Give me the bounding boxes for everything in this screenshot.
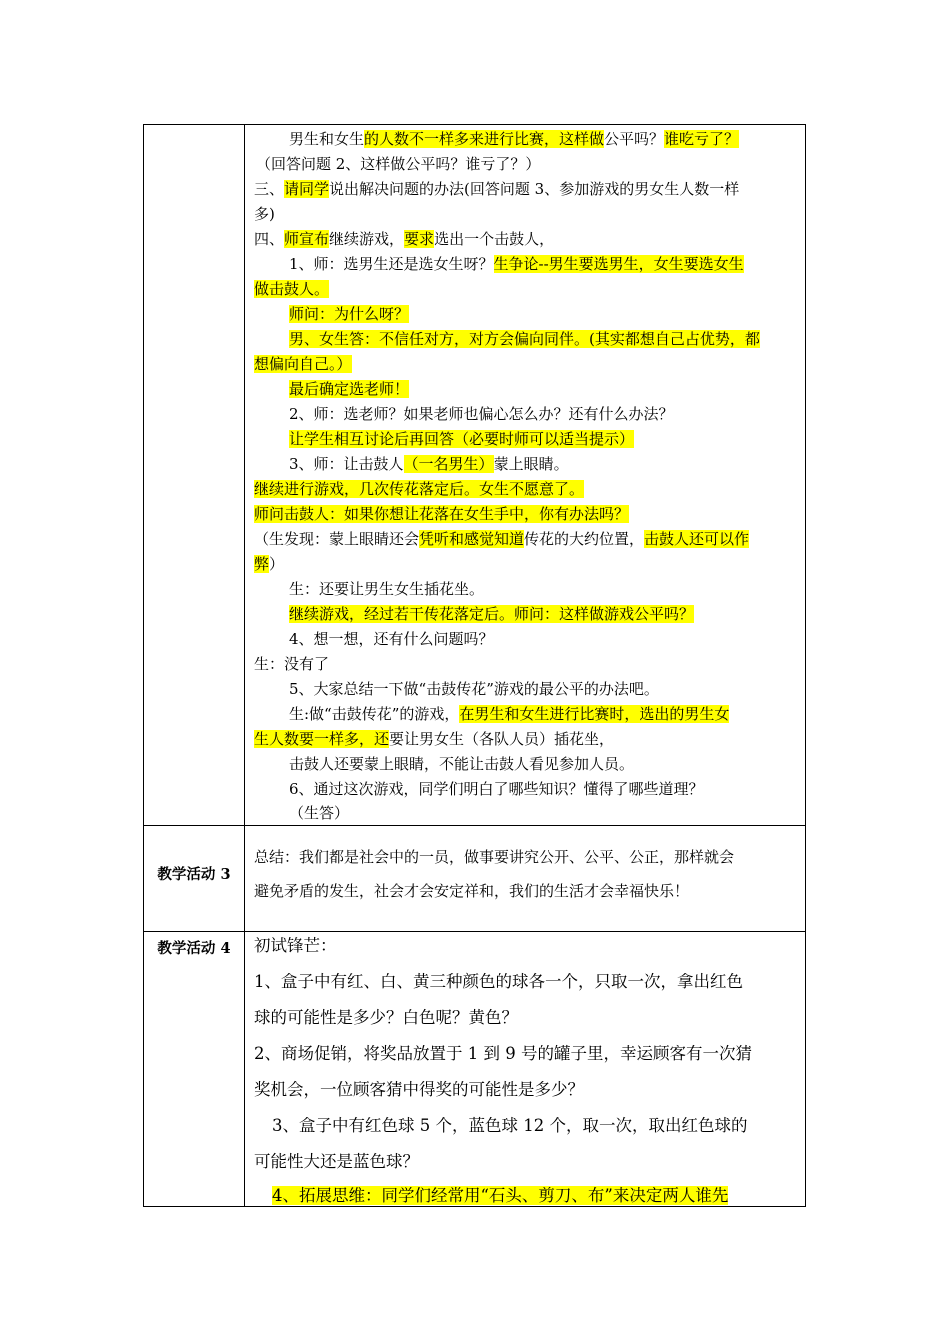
row-label-activity-4: 教学活动 4 xyxy=(157,940,231,957)
text-line: 6、通过这次游戏，同学们明白了哪些知识？懂得了哪些道理？ xyxy=(289,780,704,798)
text-line: 2、师：选老师？如果老师也偏心怎么办？还有什么办法？ xyxy=(289,405,674,423)
text-line: 弊） xyxy=(254,555,285,573)
row-label-activity-3: 教学活动 3 xyxy=(157,866,231,883)
text-line: 男、女生答：不信任对方，对方会偏向同伴。(其实都想自己占优势，都 xyxy=(289,330,760,348)
exercise-line: 3、盒子中有红色球 5 个，蓝色球 12 个，取一次，取出红色球的 xyxy=(272,1116,748,1135)
exercise-line: 可能性大还是蓝色球？ xyxy=(254,1152,419,1171)
summary-line: 避免矛盾的发生，社会才会安定祥和，我们的生活才会幸福快乐！ xyxy=(254,882,690,900)
exercise-line: 奖机会，一位顾客猜中得奖的可能性是多少？ xyxy=(254,1080,584,1099)
text-line: （回答问题 2、这样做公平吗？谁亏了？） xyxy=(256,155,541,173)
text-line: 多) xyxy=(254,205,275,223)
text-line: 5、大家总结一下做“击鼓传花”游戏的最公平的办法吧。 xyxy=(289,680,659,698)
text-line: 继续进行游戏，几次传花落定后。女生不愿意了。 xyxy=(254,480,585,498)
text-line: 1、师：选男生还是选女生呀？生争论--男生要选男生，女生要选女生 xyxy=(289,255,744,273)
text-line: 四、师宣布继续游戏，要求选出一个击鼓人， xyxy=(254,230,555,248)
row-divider xyxy=(144,825,805,826)
text-line: 三、请同学说出解决问题的办法(回答问题 3、参加游戏的男女生人数一样 xyxy=(254,180,740,198)
text-line: 生：还要让男生女生插花坐。 xyxy=(289,580,485,598)
text-line: 师问击鼓人：如果你想让花落在女生手中，你有办法吗？ xyxy=(254,505,630,523)
exercise-line: 球的可能性是多少？白色呢？黄色？ xyxy=(254,1008,518,1027)
lesson-table xyxy=(143,124,806,1207)
summary-line: 总结：我们都是社会中的一员，做事要讲究公开、公平、公正，那样就会 xyxy=(254,848,735,866)
text-line: 继续游戏，经过若干传花落定后。师问：这样做游戏公平吗？ xyxy=(289,605,695,623)
text-line: 生：没有了 xyxy=(254,655,330,673)
text-line: 生人数要一样多，还要让男女生（各队人员）插花坐， xyxy=(254,730,615,748)
text-line: （生发现：蒙上眼睛还会凭听和感觉知道传花的大约位置，击鼓人还可以作 xyxy=(254,530,750,548)
text-line: 让学生相互讨论后再回答（必要时师可以适当提示） xyxy=(289,430,635,448)
column-divider xyxy=(244,125,245,1206)
exercise-line: 4、拓展思维：同学们经常用“石头、剪刀、布”来决定两人谁先 xyxy=(272,1186,729,1205)
exercise-line: 1、盒子中有红、白、黄三种颜色的球各一个，只取一次，拿出红色 xyxy=(254,972,743,991)
text-line: 师问：为什么呀？ xyxy=(289,305,410,323)
row-divider xyxy=(144,931,805,932)
text-line: 男生和女生的人数不一样多来进行比赛，这样做公平吗？谁吃亏了？ xyxy=(289,130,740,148)
text-line: 生:做“击鼓传花”的游戏，在男生和女生进行比赛时，选出的男生女 xyxy=(289,705,730,723)
text-line: （生答） xyxy=(289,804,350,822)
text-line: 3、师：让击鼓人（一名男生）蒙上眼睛。 xyxy=(289,455,569,473)
text-line: 做击鼓人。 xyxy=(254,280,330,298)
text-line: 4、想一想，还有什么问题吗？ xyxy=(289,630,494,648)
text-line: 击鼓人还要蒙上眼睛，不能让击鼓人看见参加人员。 xyxy=(289,755,635,773)
exercise-line: 2、商场促销，将奖品放置于 1 到 9 号的罐子里，幸运顾客有一次猜 xyxy=(254,1044,752,1063)
text-line: 想偏向自己。） xyxy=(254,355,352,373)
exercise-line: 初试锋芒： xyxy=(254,936,337,955)
text-line: 最后确定选老师！ xyxy=(289,380,410,398)
